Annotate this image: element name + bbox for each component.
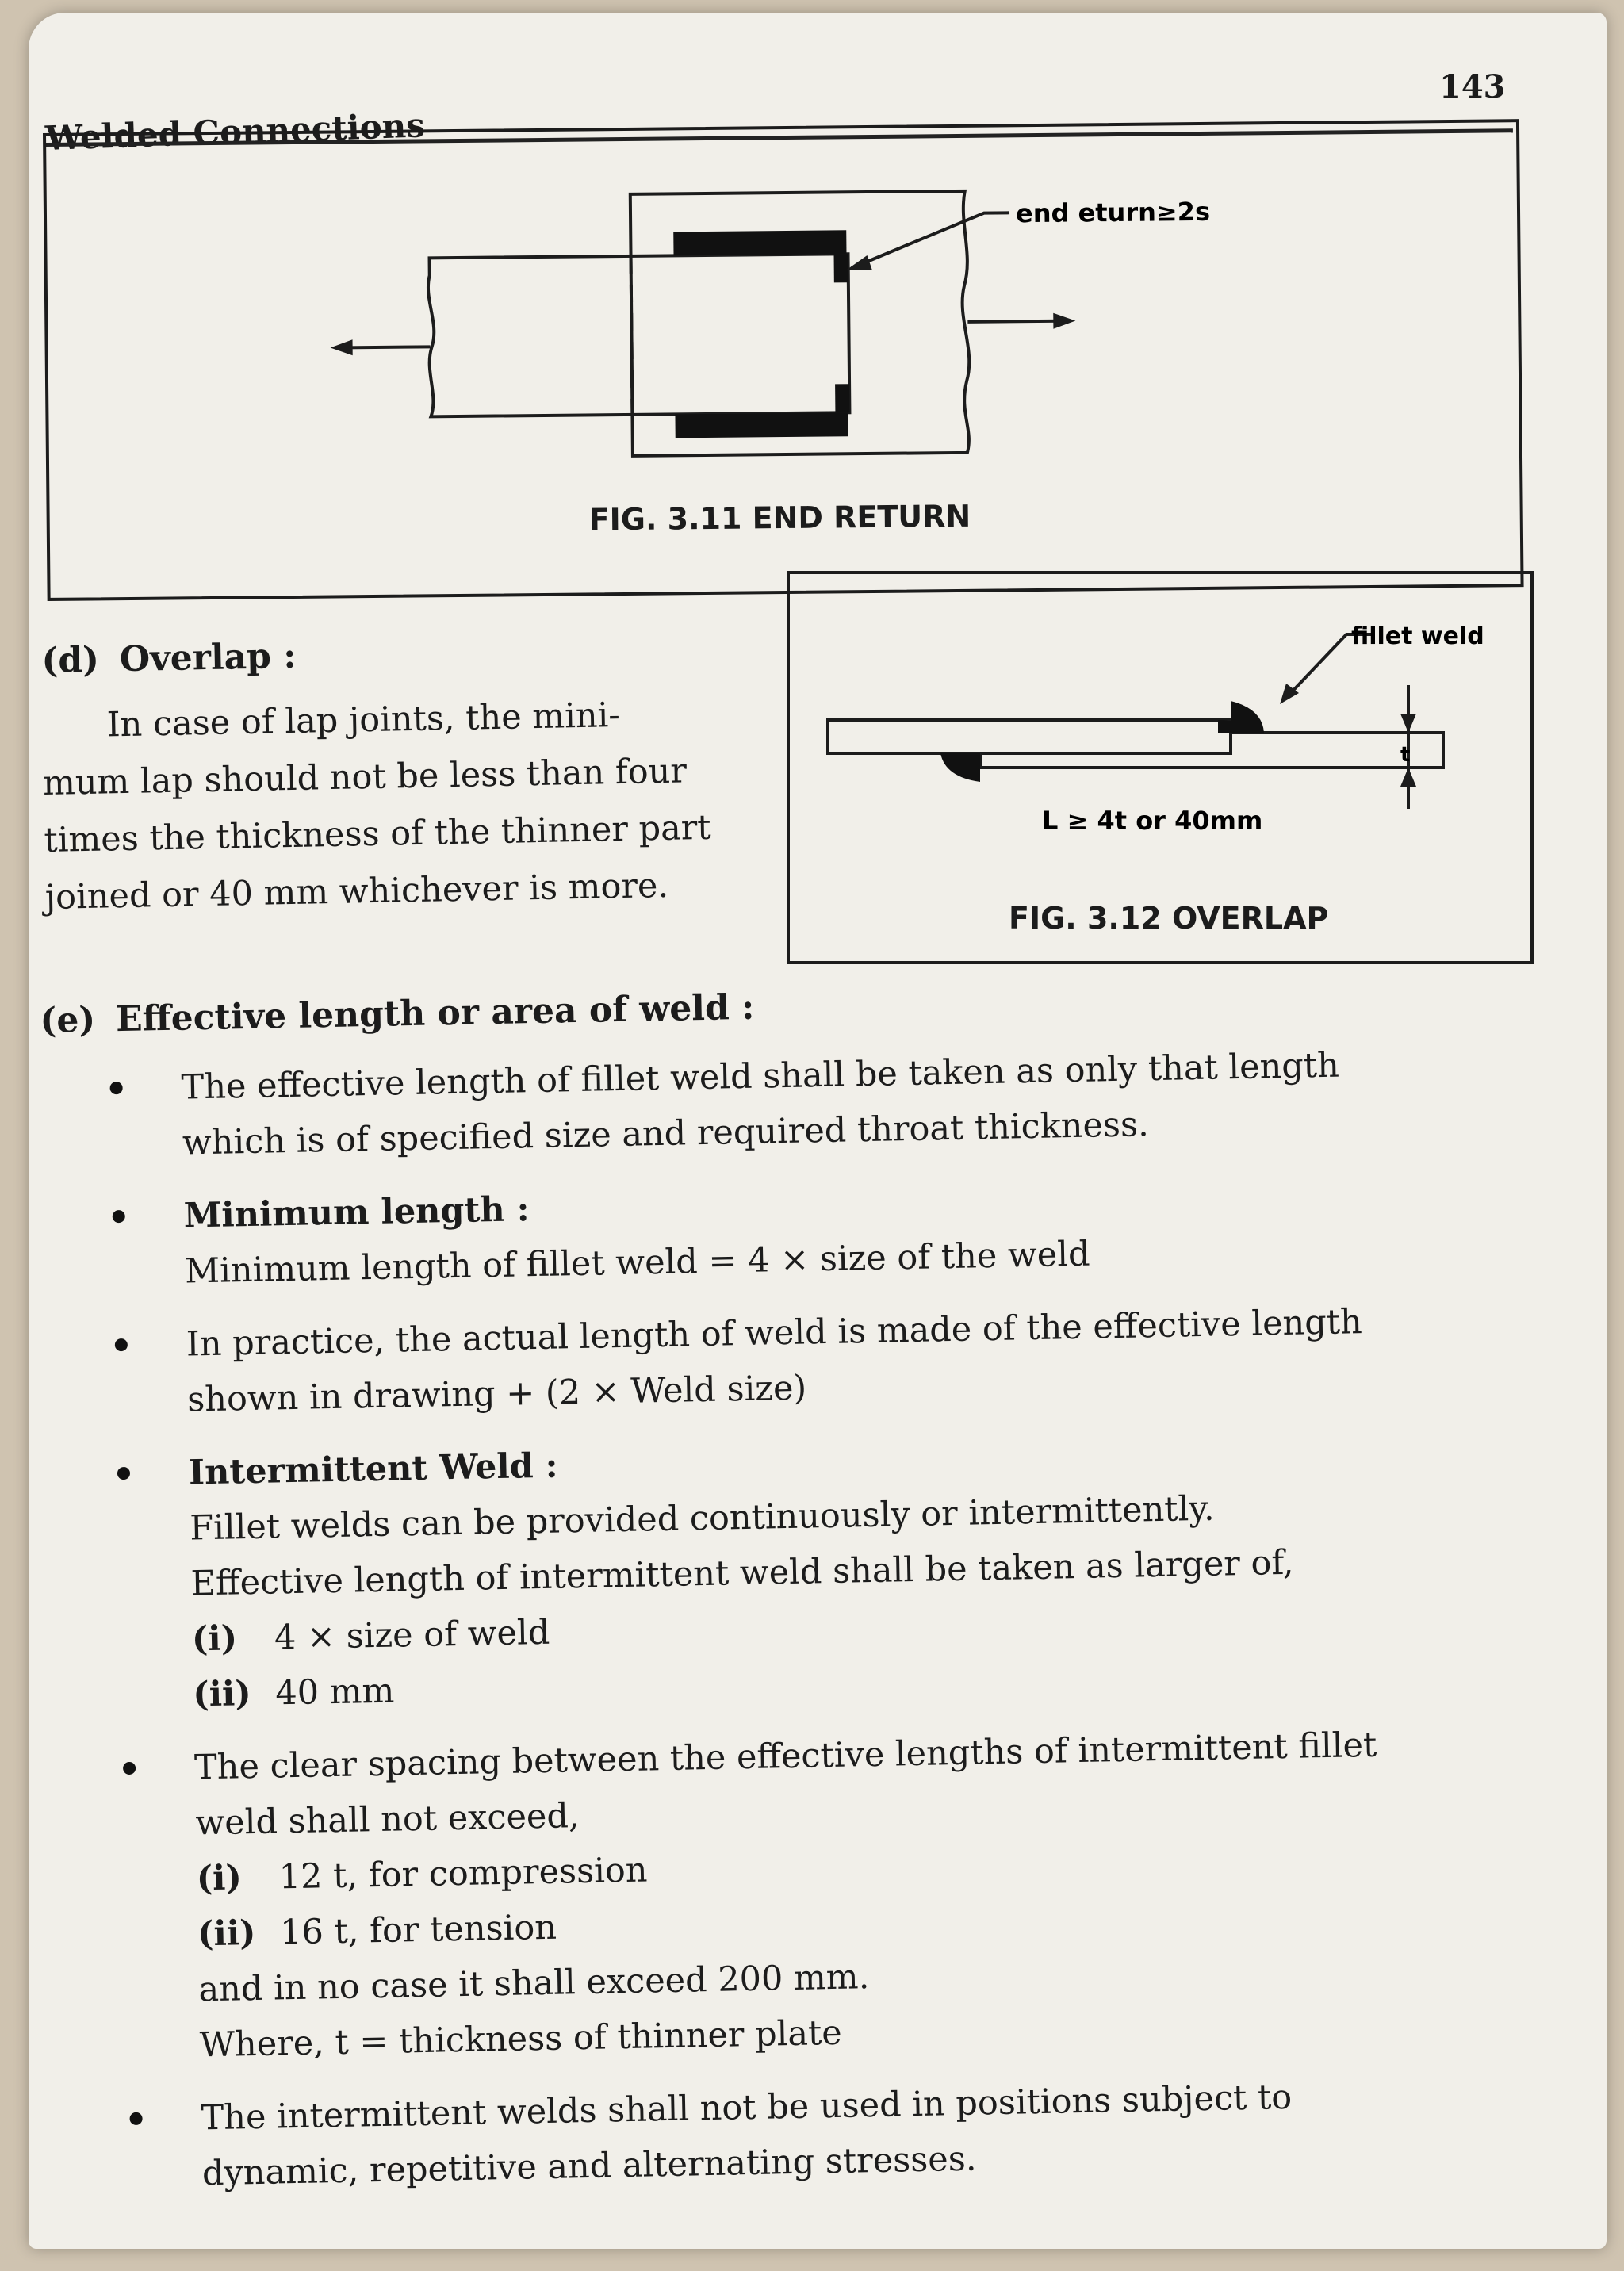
list-item (47, 1419, 1558, 1725)
bullet (117, 1467, 130, 1480)
text-line: The intermittent welds shall not be used in positions subject to (201, 2077, 1293, 2139)
item-title: Minimum length : (183, 1189, 530, 1236)
section-title: Effective length or area of weld : (115, 986, 755, 1040)
sub-item-number: (ii) (197, 1913, 256, 1955)
figure-caption: FIG. 3.12 OVERLAP (1009, 901, 1329, 936)
text-line: Where, t = thickness of thinner plate (199, 2012, 843, 2066)
leader-arrowhead (847, 255, 872, 270)
bullet (123, 1762, 136, 1775)
sub-item-text: 16 t, for tension (279, 1907, 557, 1953)
thickness-label: t (1400, 743, 1411, 767)
text-line: mum lap should not be less than four (42, 751, 688, 803)
page-number: 143 (1439, 68, 1506, 105)
text-line: The clear spacing between the effective lengths of intermittent fillet (193, 1725, 1377, 1788)
overlap-length-label: L ≥ 4t or 40mm (1042, 806, 1263, 836)
text-line: Effective length of intermittent weld shall be taken as larger of, (190, 1542, 1294, 1604)
overlap-paragraph (41, 684, 759, 926)
list-item (59, 2064, 1568, 2204)
end-return-leader (851, 213, 1010, 268)
item-title: Intermittent Weld : (188, 1446, 559, 1493)
fillet-weld-left (940, 753, 980, 782)
text-line: times the thickness of the thinner part (43, 807, 712, 860)
bullet (129, 2112, 142, 2125)
text-line: In case of lap joints, the mini- (106, 695, 621, 745)
sub-item-text: 4 × size of weld (274, 1612, 550, 1658)
sub-item-text: 12 t, for compression (278, 1850, 648, 1898)
bullet (115, 1338, 128, 1351)
thickness-arrow-bottom (1400, 768, 1416, 787)
figure-overlap (787, 571, 1534, 964)
text-line: weld shall not exceed, (194, 1796, 580, 1844)
upper-plate-front (828, 720, 1231, 753)
end-return-label: end eturn≥2s (1015, 196, 1211, 229)
bullet (109, 1082, 122, 1094)
end-return-top (834, 254, 848, 282)
effective-length-list (40, 1034, 1568, 2222)
arrowhead-left (331, 339, 353, 355)
list-item (52, 1714, 1565, 2075)
figure-caption: FIG. 3.11 END RETURN (588, 498, 971, 538)
sub-item-number: (i) (196, 1858, 243, 1899)
text-line: Fillet welds can be provided continuously or intermittently. (189, 1488, 1216, 1549)
list-item (44, 1290, 1553, 1430)
section-heading-overlap (41, 636, 297, 681)
weld-top (673, 230, 846, 255)
list-item (42, 1162, 1550, 1301)
end-return-bottom (835, 384, 849, 412)
running-header-title: Welded Connections (44, 105, 426, 158)
fillet-weld-bead (1231, 701, 1264, 733)
sub-item-text: 40 mm (274, 1671, 395, 1714)
thickness-arrow-top (1400, 714, 1416, 733)
text-line: joined or 40 mm whichever is more. (44, 865, 669, 917)
text-line: In practice, the actual length of weld is made of the effective length (186, 1302, 1363, 1365)
bullet (113, 1210, 125, 1223)
text-line: shown in drawing + (2 × Weld size) (186, 1368, 807, 1420)
section-tag: (e) (40, 999, 96, 1041)
text-line: which is of specified size and required throat thickness. (182, 1105, 1150, 1163)
text-line: Minimum length of fillet weld = 4 × size of the weld (184, 1234, 1090, 1292)
text-line: and in no case it shall exceed 200 mm. (198, 1957, 870, 2010)
figure-end-return (43, 119, 1524, 601)
text-line: The effective length of fillet weld shall be taken as only that length (181, 1045, 1340, 1108)
section-tag: (d) (41, 639, 100, 681)
section-title: Overlap : (119, 635, 297, 680)
fillet-weld-label: fillet weld (1351, 622, 1484, 650)
text-line: dynamic, repetitive and alternating stresses. (201, 2139, 977, 2194)
sub-item-number: (ii) (192, 1674, 252, 1715)
weld-bottom (675, 412, 848, 438)
arrowhead-right (1053, 313, 1075, 329)
bottom-plate (428, 254, 850, 416)
sub-item-number: (i) (191, 1618, 238, 1660)
